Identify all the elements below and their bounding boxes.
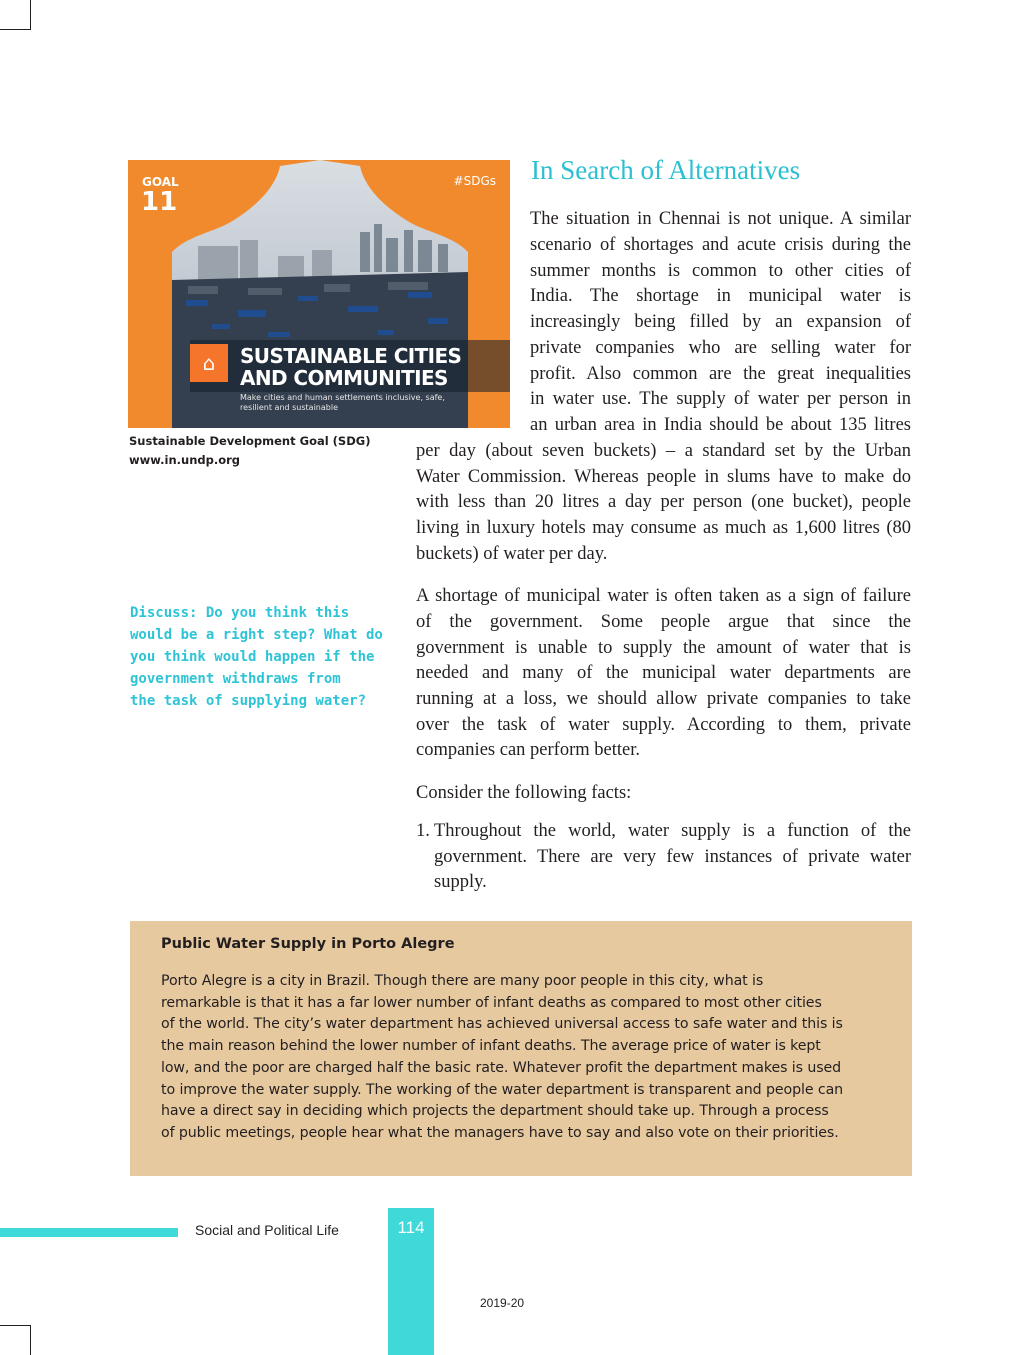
crop-mark-top-horizontal (0, 29, 31, 30)
paragraph-2-line: government is unable to supply the amount of water that is (416, 638, 911, 658)
section-heading: In Search of Alternatives (531, 155, 801, 185)
crop-mark-top-vertical (30, 0, 31, 30)
paragraph-1-line: in water use. The supply of water per person in (530, 389, 911, 409)
paragraph-2-line: over the task of water supply. According to them, private (416, 715, 911, 735)
paragraph-1-line: The situation in Chennai is not unique. A similar (530, 209, 911, 229)
poster-subtitle-line2: resilient and sustainable (240, 403, 338, 412)
footer-accent-bar (0, 1228, 178, 1237)
discuss-line: Discuss: Do you think this (130, 605, 350, 621)
paragraph-1-line: increasingly being filled by an expansion of (530, 312, 911, 332)
paragraph-3: Consider the following facts: (416, 783, 632, 803)
discuss-line: government withdraws from (130, 671, 341, 687)
image-caption-source: www.in.undp.org (129, 453, 241, 467)
case-study-line: of public meetings, people hear what the managers have to say and also vote on their priorities. (161, 1125, 839, 1141)
paragraph-2-line: of the government. Some people argue that since the (416, 612, 911, 632)
city-icon: ⌂ (190, 344, 228, 382)
goal-label: GOAL (142, 175, 179, 189)
paragraph-2-line: A shortage of municipal water is often taken as a sign of failure (416, 586, 911, 606)
paragraph-1-line: with less than 20 litres a day per person (one bucket), people (416, 492, 911, 512)
paragraph-1-line: Water Commission. Whereas people in slums have to make do (416, 467, 911, 487)
discuss-prompt (130, 602, 388, 712)
discuss-line: would be a right step? What do (130, 627, 383, 643)
list-item-line: government. There are very few instances of private water (434, 847, 911, 867)
crop-mark-bottom-horizontal (0, 1325, 31, 1326)
poster-title-line1: SUSTAINABLE CITIES (240, 344, 462, 368)
poster-title-line2: AND COMMUNITIES (240, 366, 448, 390)
paragraph-2-line: running at a loss, we should allow private companies to take (416, 689, 911, 709)
case-study-line: to improve the water supply. The working of the water department is transparent and people can (161, 1082, 844, 1098)
case-study-line: Porto Alegre is a city in Brazil. Though there are many poor people in this city, what is (161, 973, 764, 989)
sdg-hashtag: #SDGs (453, 174, 496, 188)
list-item-line: Throughout the world, water supply is a function of the (434, 821, 911, 841)
sdg-goal-11-poster (128, 160, 510, 428)
paragraph-1-line: private companies who are selling water for (530, 338, 911, 358)
case-study-title: Public Water Supply in Porto Alegre (161, 936, 455, 952)
paragraph-1-line: summer months is common to other cities of (530, 261, 911, 281)
paragraph-2-line: needed and many of the municipal water departments are (416, 663, 911, 683)
paragraph-1-line: living in luxury hotels may consume as much as 1,600 litres (80 (416, 518, 911, 538)
case-study-line: have a direct say in deciding which projects the department should take up. Through a process (161, 1103, 829, 1119)
list-item-line: supply. (434, 872, 487, 892)
page-number: 114 (397, 1218, 425, 1237)
paragraph-1-line: buckets) of water per day. (416, 544, 608, 564)
poster-subtitle-line1: Make cities and human settlements inclusive, safe, (240, 393, 445, 402)
case-study-line: low, and the poor are charged half the basic rate. Whatever profit the department makes is used (161, 1060, 842, 1076)
case-study-line: remarkable is that it has a far lower number of infant deaths as compared to most other cities (161, 995, 822, 1011)
edition-year: 2019-20 (480, 1296, 525, 1310)
paragraph-1-line: an urban area in India should be about 135 litres (530, 415, 911, 435)
poster-subtitle (240, 393, 460, 413)
discuss-line: the task of supplying water? (130, 693, 367, 709)
image-caption-title: Sustainable Development Goal (SDG) (129, 434, 371, 448)
footer-book-title: Social and Political Life (195, 1222, 339, 1238)
case-study-line: of the world. The city’s water department has achieved universal access to safe water and this is (161, 1016, 843, 1032)
list-item-number: 1. (416, 821, 430, 841)
paragraph-1-line: profit. Also common are the great inequalities (530, 364, 911, 384)
paragraph-1-line: scenario of shortages and acute crisis during the (530, 235, 911, 255)
paragraph-1-line: India. The shortage in municipal water is (530, 286, 911, 306)
case-study-line: the main reason behind the lower number of infant deaths. The average price of water is kept (161, 1038, 821, 1054)
paragraph-1-line: per day (about seven buckets) – a standard set by the Urban (416, 441, 911, 461)
goal-number: 11 (141, 187, 178, 217)
discuss-line: you think would happen if the (130, 649, 375, 665)
crop-mark-bottom-vertical (30, 1325, 31, 1355)
paragraph-2-line: companies can perform better. (416, 740, 640, 760)
